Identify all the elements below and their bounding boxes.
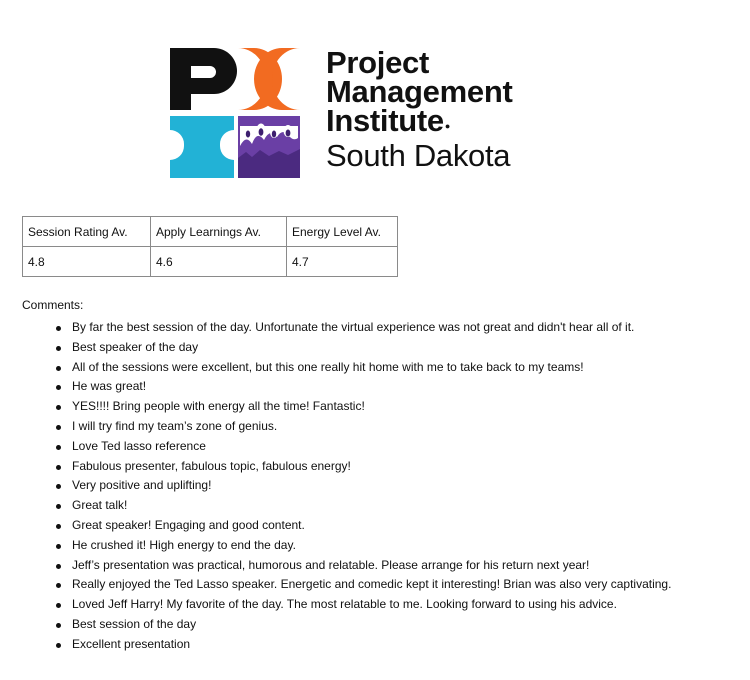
comment-item: Loved Jeff Harry! My favorite of the day. The most relatable to me. Looking forward to using his advice. — [56, 595, 671, 615]
comment-item: He crushed it! High energy to end the day. — [56, 536, 671, 556]
ratings-table — [22, 216, 398, 277]
comment-item: I will try find my team’s zone of genius. — [56, 417, 671, 437]
comments-list — [56, 318, 671, 655]
comment-item: Best session of the day — [56, 615, 671, 635]
logo-line-south-dakota: South Dakota — [326, 138, 511, 173]
comment-item: Excellent presentation — [56, 635, 671, 655]
header-apply-learnings: Apply Learnings Av. — [151, 217, 287, 247]
pmi-logo-icon — [170, 48, 300, 178]
comment-item: YES!!!! Bring people with energy all the time! Fantastic! — [56, 397, 671, 417]
comment-item: Great speaker! Engaging and good content. — [56, 516, 671, 536]
ratings-header-row — [23, 217, 398, 247]
value-session-rating: 4.8 — [23, 247, 151, 277]
header-session-rating: Session Rating Av. — [23, 217, 151, 247]
pmi-south-dakota-logo — [170, 45, 540, 180]
logo-wordmark — [326, 45, 513, 173]
comment-item: Great talk! — [56, 496, 671, 516]
comment-item: He was great! — [56, 377, 671, 397]
comment-item: Fabulous presenter, fabulous topic, fabulous energy! — [56, 457, 671, 477]
comment-item: Very positive and uplifting! — [56, 476, 671, 496]
comment-item: Jeff’s presentation was practical, humorous and relatable. Please arrange for his return next year! — [56, 556, 671, 576]
comments-heading: Comments: — [22, 298, 84, 312]
value-energy-level: 4.7 — [287, 247, 398, 277]
comment-item: Best speaker of the day — [56, 338, 671, 358]
comment-item: By far the best session of the day. Unfortunate the virtual experience was not great and didn't hear all of it. — [56, 318, 671, 338]
comment-item: Really enjoyed the Ted Lasso speaker. Energetic and comedic kept it interesting! Brian was also very captivating. — [56, 575, 671, 595]
comment-item: Love Ted lasso reference — [56, 437, 671, 457]
header-energy-level: Energy Level Av. — [287, 217, 398, 247]
value-apply-learnings: 4.6 — [151, 247, 287, 277]
registered-mark-icon: ● — [444, 121, 450, 131]
logo-line-management: Management — [326, 74, 513, 109]
logo-line-project: Project — [326, 45, 429, 80]
ratings-value-row — [23, 247, 398, 277]
comment-item: All of the sessions were excellent, but this one really hit home with me to take back to my teams! — [56, 358, 671, 378]
logo-line-institute: Institute — [326, 103, 444, 138]
